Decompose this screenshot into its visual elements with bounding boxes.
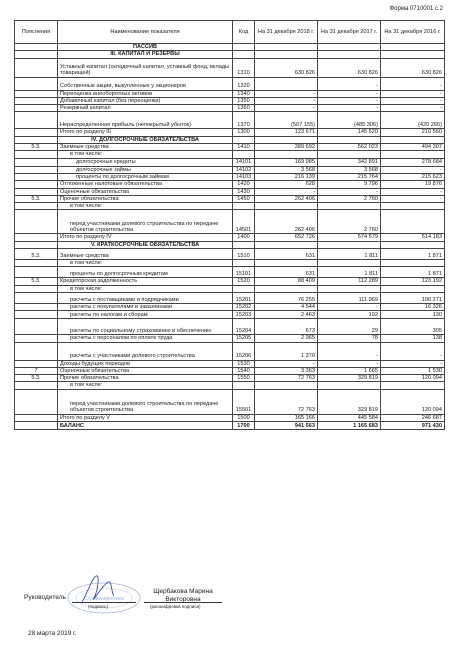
row-name: Итого по разделу V <box>58 414 233 421</box>
row-value-2017 <box>318 260 381 267</box>
row-value-2016: 210 560 <box>381 129 445 136</box>
row-value-2018: 216 139 <box>255 173 318 180</box>
row-code: 1500 <box>233 414 255 421</box>
table-row <box>15 360 445 367</box>
row-explanation <box>15 90 58 97</box>
col-header-2018: На 31 декабря 2018 г. <box>255 21 318 44</box>
form-code-label: Форма 0710001 с.2 <box>389 6 443 12</box>
table-row <box>15 166 445 173</box>
row-code: 15101 <box>233 267 255 278</box>
row-code: 1540 <box>233 367 255 374</box>
row-value-2017: 1 811 <box>318 249 381 260</box>
row-explanation <box>15 241 58 248</box>
row-code <box>233 285 255 292</box>
row-code: 1520 <box>233 278 255 285</box>
row-explanation: 7 <box>15 367 58 374</box>
row-value-2017: - <box>318 90 381 97</box>
row-name: Оценочные обязательства <box>58 188 233 195</box>
row-name: расчеты по налогам и сборам <box>58 311 233 319</box>
row-explanation <box>15 203 58 210</box>
row-name: Отложенные налоговые обязательства <box>58 181 233 188</box>
table-row <box>15 342 445 360</box>
row-value-2018: 389 692 <box>255 144 318 151</box>
row-name: Прочие обязательства <box>58 375 233 382</box>
row-value-2016 <box>381 210 445 234</box>
row-value-2018 <box>255 136 318 143</box>
row-name: долгосрочные займы <box>58 166 233 173</box>
row-value-2018 <box>255 285 318 292</box>
row-explanation <box>15 166 58 173</box>
row-name: Добавочный капитал (без переоценки) <box>58 97 233 104</box>
row-value-2018: 2 965 <box>255 335 318 342</box>
row-value-2017: - <box>318 97 381 104</box>
row-value-2016: 130 <box>381 311 445 319</box>
row-value-2016: - <box>381 188 445 195</box>
table-row <box>15 335 445 342</box>
row-name: расчеты по социальному страхованию и обеспечению <box>58 319 233 335</box>
row-value-2017: 329 819 <box>318 375 381 382</box>
row-code: 1420 <box>233 181 255 188</box>
row-value-2018: 941 563 <box>255 422 318 430</box>
row-value-2017 <box>318 136 381 143</box>
row-explanation <box>15 260 58 267</box>
row-name: Прочие обязательства <box>58 195 233 202</box>
row-value-2017: 562 023 <box>318 144 381 151</box>
table-row <box>15 292 445 303</box>
row-value-2016 <box>381 151 445 158</box>
row-value-2017: 630 826 <box>318 58 381 77</box>
row-explanation <box>15 44 58 51</box>
row-value-2018: 673 <box>255 319 318 335</box>
row-value-2016: 1 530 <box>381 367 445 374</box>
signing-date: 28 марта 2019 г. <box>28 630 77 637</box>
table-row <box>15 97 445 104</box>
row-value-2018: 4 544 <box>255 303 318 310</box>
col-header-explanations: Пояснения <box>15 21 58 44</box>
row-code: 15202 <box>233 303 255 310</box>
row-value-2017: 29 <box>318 319 381 335</box>
row-name: перед участниками долевого строительства по передаче объектов строительства <box>58 389 233 414</box>
row-code <box>233 203 255 210</box>
row-name: в том числе: <box>58 382 233 389</box>
row-value-2016: (420 266) <box>381 112 445 129</box>
row-value-2016 <box>381 285 445 292</box>
row-value-2016: 246 687 <box>381 414 445 421</box>
row-name: Переоценка внеоборотных активов <box>58 90 233 97</box>
row-explanation <box>15 58 58 77</box>
row-code: 1320 <box>233 77 255 90</box>
row-explanation <box>15 173 58 180</box>
row-explanation <box>15 335 58 342</box>
row-explanation <box>15 342 58 360</box>
table-row <box>15 267 445 278</box>
row-code: 14102 <box>233 166 255 173</box>
row-value-2017: 145 520 <box>318 129 381 136</box>
row-value-2016 <box>381 382 445 389</box>
row-value-2016: - <box>381 90 445 97</box>
row-value-2016: - <box>381 195 445 202</box>
row-explanation: 5.3. <box>15 375 58 382</box>
row-name: БАЛАНС <box>58 422 233 430</box>
row-code: 1530 <box>233 360 255 367</box>
table-row <box>15 234 445 241</box>
row-name: Оценочные обязательства <box>58 367 233 374</box>
row-code: 1550 <box>233 375 255 382</box>
row-value-2018 <box>255 260 318 267</box>
row-name: Заемные средства <box>58 249 233 260</box>
row-value-2016: 19 876 <box>381 181 445 188</box>
table-row <box>15 278 445 285</box>
table-row <box>15 241 445 248</box>
row-value-2016 <box>381 260 445 267</box>
row-code <box>233 51 255 58</box>
row-value-2016: 120 094 <box>381 389 445 414</box>
row-explanation <box>15 151 58 158</box>
row-name: Итого по разделу IV <box>58 234 233 241</box>
row-explanation <box>15 51 58 58</box>
row-value-2016: - <box>381 342 445 360</box>
row-code <box>233 44 255 51</box>
row-value-2016: 1 871 <box>381 249 445 260</box>
table-row <box>15 249 445 260</box>
row-value-2018: 262 406 <box>255 210 318 234</box>
row-value-2017: 112 289 <box>318 278 381 285</box>
row-value-2017: 342 891 <box>318 158 381 166</box>
row-value-2017: 78 <box>318 335 381 342</box>
row-value-2018 <box>255 51 318 58</box>
row-name: в том числе: <box>58 260 233 267</box>
table-row <box>15 195 445 202</box>
col-header-code: Код <box>233 21 255 44</box>
table-row <box>15 367 445 374</box>
row-explanation: 5.3. <box>15 278 58 285</box>
table-row <box>15 311 445 319</box>
row-value-2016: - <box>381 166 445 173</box>
row-value-2017: 574 579 <box>318 234 381 241</box>
row-explanation <box>15 389 58 414</box>
row-value-2016: - <box>381 77 445 90</box>
row-code: 1450 <box>233 195 255 202</box>
row-value-2018: 3 568 <box>255 166 318 173</box>
row-value-2016: 971 430 <box>381 422 445 430</box>
row-value-2016 <box>381 241 445 248</box>
row-value-2017: 9 796 <box>318 181 381 188</box>
signature-caption: (подпись) <box>88 604 109 609</box>
row-explanation <box>15 303 58 310</box>
table-row <box>15 181 445 188</box>
col-header-2016: На 31 декабря 2016 г. <box>381 21 445 44</box>
row-explanation <box>15 129 58 136</box>
row-value-2017: - <box>318 342 381 360</box>
row-value-2016 <box>381 44 445 51</box>
row-code: 15203 <box>233 311 255 319</box>
row-value-2018: (507 155) <box>255 112 318 129</box>
row-value-2018: 628 <box>255 181 318 188</box>
row-code: 1350 <box>233 97 255 104</box>
row-explanation <box>15 319 58 335</box>
table-header-row <box>15 21 445 44</box>
row-code: 14501 <box>233 210 255 234</box>
table-row <box>15 129 445 136</box>
row-name: Уставный капитал (складочный капитал, уставный фонд, вклады товарищей) <box>58 58 233 77</box>
row-code: 1510 <box>233 249 255 260</box>
table-row <box>15 112 445 129</box>
row-explanation <box>15 292 58 303</box>
row-value-2016: 494 307 <box>381 144 445 151</box>
row-code <box>233 382 255 389</box>
col-header-2017: На 31 декабря 2017 г. <box>318 21 381 44</box>
table-row <box>15 414 445 421</box>
row-explanation <box>15 234 58 241</box>
row-explanation <box>15 112 58 129</box>
row-value-2017 <box>318 241 381 248</box>
row-code: 1410 <box>233 144 255 151</box>
row-name: в том числе: <box>58 151 233 158</box>
table-row <box>15 105 445 112</box>
row-value-2016 <box>381 203 445 210</box>
table-row <box>15 389 445 414</box>
table-row <box>15 136 445 143</box>
row-name: Нераспределенная прибыль (непокрытый убыток) <box>58 112 233 129</box>
row-explanation <box>15 188 58 195</box>
row-explanation <box>15 77 58 90</box>
row-value-2016: 16 326 <box>381 303 445 310</box>
row-explanation <box>15 285 58 292</box>
row-explanation: 5.3. <box>15 144 58 151</box>
row-explanation: 5.3. <box>15 195 58 202</box>
table-row <box>15 144 445 151</box>
row-value-2018 <box>255 44 318 51</box>
row-value-2018: 2 463 <box>255 311 318 319</box>
row-name: V. КРАТКОСРОЧНЫЕ ОБЯЗАТЕЛЬСТВА <box>58 241 233 248</box>
row-value-2018: 631 <box>255 249 318 260</box>
row-value-2017: 1 811 <box>318 267 381 278</box>
row-value-2017: - <box>318 77 381 90</box>
col-header-name: Наименование показателя <box>58 21 233 44</box>
row-value-2017 <box>318 203 381 210</box>
row-value-2017 <box>318 51 381 58</box>
row-explanation <box>15 158 58 166</box>
table-row <box>15 151 445 158</box>
row-value-2018 <box>255 151 318 158</box>
row-name: IV. ДОЛГОСРОЧНЫЕ ОБЯЗАТЕЛЬСТВА <box>58 136 233 143</box>
row-value-2018 <box>255 77 318 90</box>
row-value-2016 <box>381 51 445 58</box>
row-name: в том числе: <box>58 285 233 292</box>
row-name: ПАССИВ <box>58 44 233 51</box>
row-value-2018: - <box>255 97 318 104</box>
row-value-2016: 120 094 <box>381 375 445 382</box>
row-name: расчеты с персоналом по оплате труда <box>58 335 233 342</box>
row-value-2016: 630 826 <box>381 58 445 77</box>
table-row <box>15 44 445 51</box>
row-code: 15204 <box>233 319 255 335</box>
table-row <box>15 303 445 310</box>
row-name: Резервный капитал <box>58 105 233 112</box>
row-value-2018 <box>255 241 318 248</box>
table-row <box>15 77 445 90</box>
row-code: 1310 <box>233 58 255 77</box>
row-code: 1340 <box>233 90 255 97</box>
row-code: 15201 <box>233 292 255 303</box>
table-body <box>15 44 445 430</box>
row-value-2016 <box>381 136 445 143</box>
row-value-2017: 2 760 <box>318 195 381 202</box>
table-row <box>15 422 445 430</box>
row-value-2017: 111 969 <box>318 292 381 303</box>
row-explanation <box>15 210 58 234</box>
table-row <box>15 173 445 180</box>
row-value-2018: 630 826 <box>255 58 318 77</box>
row-explanation <box>15 97 58 104</box>
row-explanation <box>15 181 58 188</box>
row-value-2016: 1 871 <box>381 267 445 278</box>
row-value-2017 <box>318 44 381 51</box>
row-code: 15206 <box>233 342 255 360</box>
row-code: 15205 <box>233 335 255 342</box>
table-row <box>15 375 445 382</box>
row-value-2017: 192 <box>318 311 381 319</box>
row-value-2018 <box>255 382 318 389</box>
table-row <box>15 90 445 97</box>
table-row <box>15 319 445 335</box>
name-line <box>144 602 222 603</box>
signer-name: Щербакова Марина Викторовна <box>153 588 213 603</box>
row-name: Итого по разделу III <box>58 129 233 136</box>
row-value-2018: 72 763 <box>255 375 318 382</box>
row-value-2018: 1 370 <box>255 342 318 360</box>
row-name: проценты по долгосрочным займам <box>58 173 233 180</box>
row-code: 1430 <box>233 188 255 195</box>
row-name: долгосрочные кредиты <box>58 158 233 166</box>
row-value-2018: 262 406 <box>255 195 318 202</box>
table-row <box>15 58 445 77</box>
table-row <box>15 158 445 166</box>
row-value-2017: 3 568 <box>318 166 381 173</box>
row-explanation: 5.3. <box>15 249 58 260</box>
row-value-2016: 278 684 <box>381 158 445 166</box>
row-value-2016: - <box>381 360 445 367</box>
row-code: 1300 <box>233 129 255 136</box>
row-code: 15501 <box>233 389 255 414</box>
row-code: 1700 <box>233 422 255 430</box>
table-row <box>15 51 445 58</box>
row-value-2017: 215 764 <box>318 173 381 180</box>
row-name: проценты по долгосрочным кредитам <box>58 267 233 278</box>
row-explanation <box>15 267 58 278</box>
row-value-2018: 123 671 <box>255 129 318 136</box>
row-explanation <box>15 360 58 367</box>
signature-line <box>72 602 136 603</box>
row-value-2017: 1 165 683 <box>318 422 381 430</box>
row-name: Собственные акции, выкупленные у акционеров <box>58 77 233 90</box>
row-value-2017: (485 306) <box>318 112 381 129</box>
row-code: 1360 <box>233 105 255 112</box>
row-value-2016: - <box>381 105 445 112</box>
row-value-2018: 165 166 <box>255 414 318 421</box>
name-caption: (расшифровка подписи) <box>150 604 201 609</box>
row-name: в том числе: <box>58 203 233 210</box>
table-row <box>15 285 445 292</box>
table-row <box>15 382 445 389</box>
row-value-2016: 123 192 <box>381 278 445 285</box>
row-code <box>233 260 255 267</box>
row-value-2017: 1 665 <box>318 367 381 374</box>
row-name: Кредиторская задолженность <box>58 278 233 285</box>
row-code <box>233 241 255 248</box>
row-explanation <box>15 414 58 421</box>
row-value-2018: 631 <box>255 267 318 278</box>
row-value-2016: 305 <box>381 319 445 335</box>
row-value-2018: - <box>255 105 318 112</box>
row-name: расчеты с поставщиками и подрядчиками <box>58 292 233 303</box>
row-value-2017 <box>318 382 381 389</box>
row-name: Заемные средства <box>58 144 233 151</box>
row-explanation <box>15 105 58 112</box>
row-name: Доходы будущих периодов <box>58 360 233 367</box>
row-code <box>233 151 255 158</box>
row-value-2017: - <box>318 105 381 112</box>
stamp-text: Стройэнергетика <box>84 596 124 602</box>
row-value-2017: - <box>318 188 381 195</box>
table-row <box>15 210 445 234</box>
row-code <box>233 136 255 143</box>
row-value-2018: - <box>255 90 318 97</box>
row-value-2017: - <box>318 360 381 367</box>
row-explanation <box>15 136 58 143</box>
row-name: расчеты с покупателями и заказчиками <box>58 303 233 310</box>
row-value-2018: 72 763 <box>255 389 318 414</box>
row-value-2017 <box>318 285 381 292</box>
row-value-2017: - <box>318 303 381 310</box>
row-value-2016: 514 183 <box>381 234 445 241</box>
row-value-2016: 106 271 <box>381 292 445 303</box>
row-value-2016: - <box>381 97 445 104</box>
table-row <box>15 188 445 195</box>
row-name: III. КАПИТАЛ И РЕЗЕРВЫ <box>58 51 233 58</box>
row-value-2018: 76 255 <box>255 292 318 303</box>
row-code: 1370 <box>233 112 255 129</box>
table-row <box>15 260 445 267</box>
row-code: 14101 <box>233 158 255 166</box>
signer-role: Руководитель <box>24 594 66 601</box>
row-value-2018: 3 363 <box>255 367 318 374</box>
row-value-2017: 445 584 <box>318 414 381 421</box>
row-explanation <box>15 311 58 319</box>
row-value-2018: - <box>255 360 318 367</box>
row-value-2018 <box>255 203 318 210</box>
row-value-2016: 215 623 <box>381 173 445 180</box>
row-code: 14103 <box>233 173 255 180</box>
row-value-2018: 88 409 <box>255 278 318 285</box>
table-row <box>15 203 445 210</box>
row-value-2018: 652 726 <box>255 234 318 241</box>
balance-sheet-table <box>14 20 445 430</box>
row-value-2018: 169 985 <box>255 158 318 166</box>
row-value-2017: 329 819 <box>318 389 381 414</box>
row-value-2017 <box>318 151 381 158</box>
row-value-2018: - <box>255 188 318 195</box>
row-code: 1400 <box>233 234 255 241</box>
row-value-2016: 138 <box>381 335 445 342</box>
row-explanation <box>15 382 58 389</box>
row-explanation <box>15 422 58 430</box>
row-name: расчеты с участниками долевого строительства <box>58 342 233 360</box>
row-name: перед участниками долевого строительства по передаче объектов строительства <box>58 210 233 234</box>
signature-block <box>0 570 455 667</box>
row-value-2017: 2 760 <box>318 210 381 234</box>
